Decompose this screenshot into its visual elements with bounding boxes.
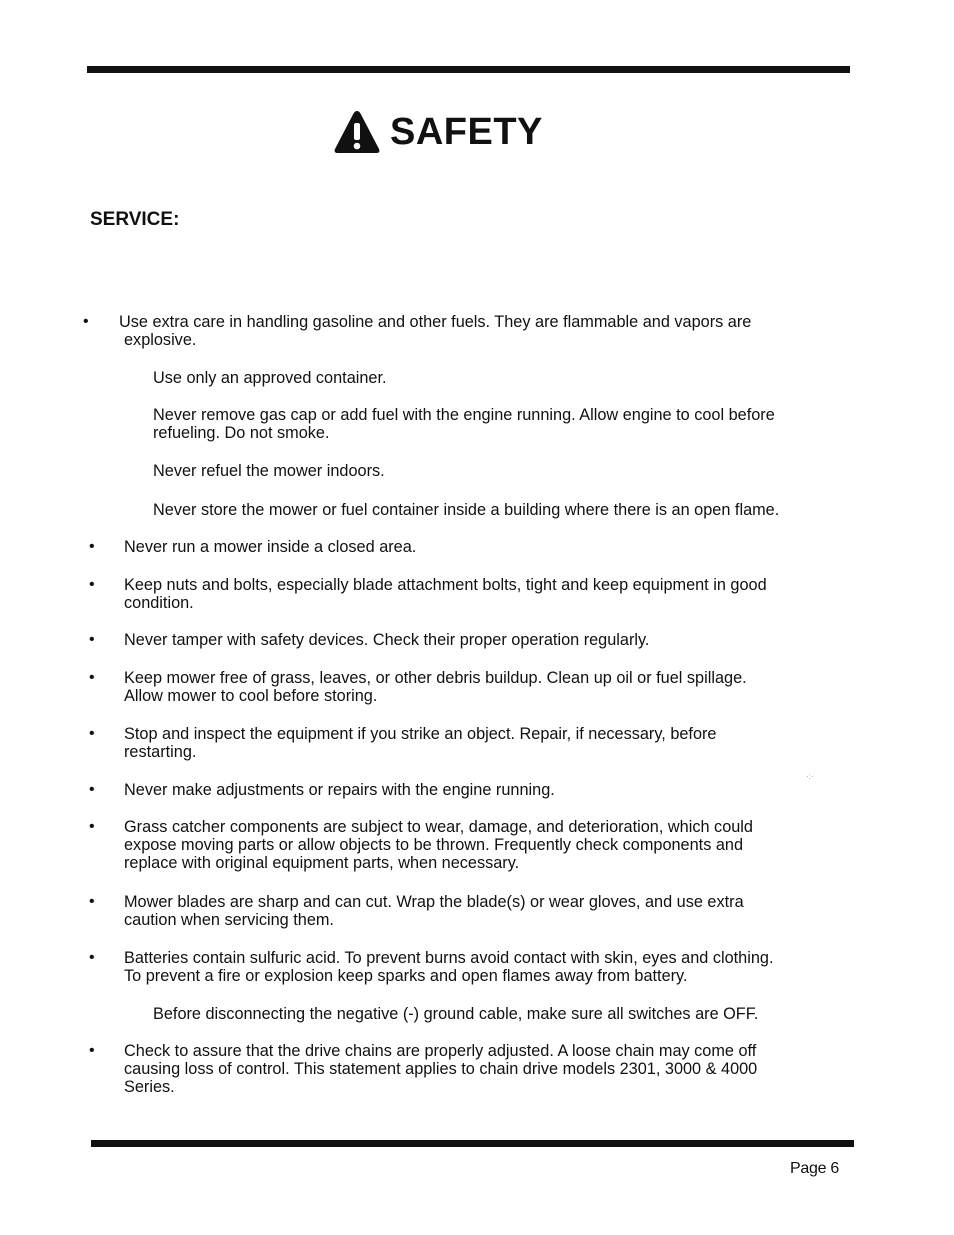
page-number: Page 6 [790,1160,839,1177]
bullet-marker: • [89,893,95,910]
bullet-marker: • [89,725,95,742]
bullet-marker: • [89,1042,95,1059]
section-heading: SERVICE: [90,209,180,230]
bullet-marker: • [89,538,95,555]
sub-item-text-line: Before disconnecting the negative (-) ground cable, make sure all switches are OFF. [153,1005,759,1023]
warning-triangle-icon [332,108,382,156]
bullet-marker: • [83,313,89,330]
safety-header [332,103,554,161]
bullet-text-line: Never make adjustments or repairs with the engine running. [124,781,555,799]
bullet-text-line: Mower blades are sharp and can cut. Wrap the blade(s) or wear gloves, and use extra [124,893,744,911]
bullet-text-line: Allow mower to cool before storing. [124,687,378,705]
bullet-marker: • [89,781,95,798]
sub-item-text-line: Never remove gas cap or add fuel with the engine running. Allow engine to cool before [153,406,775,424]
sub-item-text-line: Never store the mower or fuel container inside a building where there is an open flame. [153,501,780,519]
bullet-text-line: caution when servicing them. [124,911,334,929]
bottom-divider [91,1140,854,1147]
bullet-text-line: Batteries contain sulfuric acid. To prevent burns avoid contact with skin, eyes and clothing. [124,949,774,967]
bullet-marker: • [89,631,95,648]
bullet-marker: • [89,818,95,835]
sub-item-text-line: Use only an approved container. [153,369,387,387]
bullet-text-line: Check to assure that the drive chains are properly adjusted. A loose chain may come off [124,1042,757,1060]
bullet-text-line: restarting. [124,743,197,761]
bullet-marker: • [89,949,95,966]
bullet-text-line: replace with original equipment parts, when necessary. [124,854,520,872]
bullet-text-line: explosive. [124,331,197,349]
bullet-marker: • [89,669,95,686]
bullet-text-line: Keep mower free of grass, leaves, or other debris buildup. Clean up oil or fuel spillage. [124,669,747,687]
bullet-text-line: causing loss of control. This statement applies to chain drive models 2301, 3000 & 4000 [124,1060,758,1078]
safety-title: SAFETY [390,110,543,153]
bullet-text-line: Never run a mower inside a closed area. [124,538,417,556]
sub-item-text-line: Never refuel the mower indoors. [153,462,385,480]
bullet-text-line: Grass catcher components are subject to wear, damage, and deterioration, which could [124,818,753,836]
bullet-text-line: Use extra care in handling gasoline and other fuels. They are flammable and vapors are [119,313,752,331]
top-divider [87,66,850,73]
bullet-text-line: condition. [124,594,194,612]
bullet-text-line: expose moving parts or allow objects to be thrown. Frequently check components and [124,836,744,854]
bullet-text-line: Never tamper with safety devices. Check their proper operation regularly. [124,631,650,649]
bullet-text-line: Keep nuts and bolts, especially blade attachment bolts, tight and keep equipment in good [124,576,767,594]
bullet-text-line: To prevent a fire or explosion keep sparks and open flames away from battery. [124,967,688,985]
sub-item-text-line: refueling. Do not smoke. [153,424,330,442]
bullet-text-line: Stop and inspect the equipment if you strike an object. Repair, if necessary, before [124,725,717,743]
scan-speck: ·:· [806,772,814,781]
bullet-text-line: Series. [124,1078,175,1096]
bullet-marker: • [89,576,95,593]
